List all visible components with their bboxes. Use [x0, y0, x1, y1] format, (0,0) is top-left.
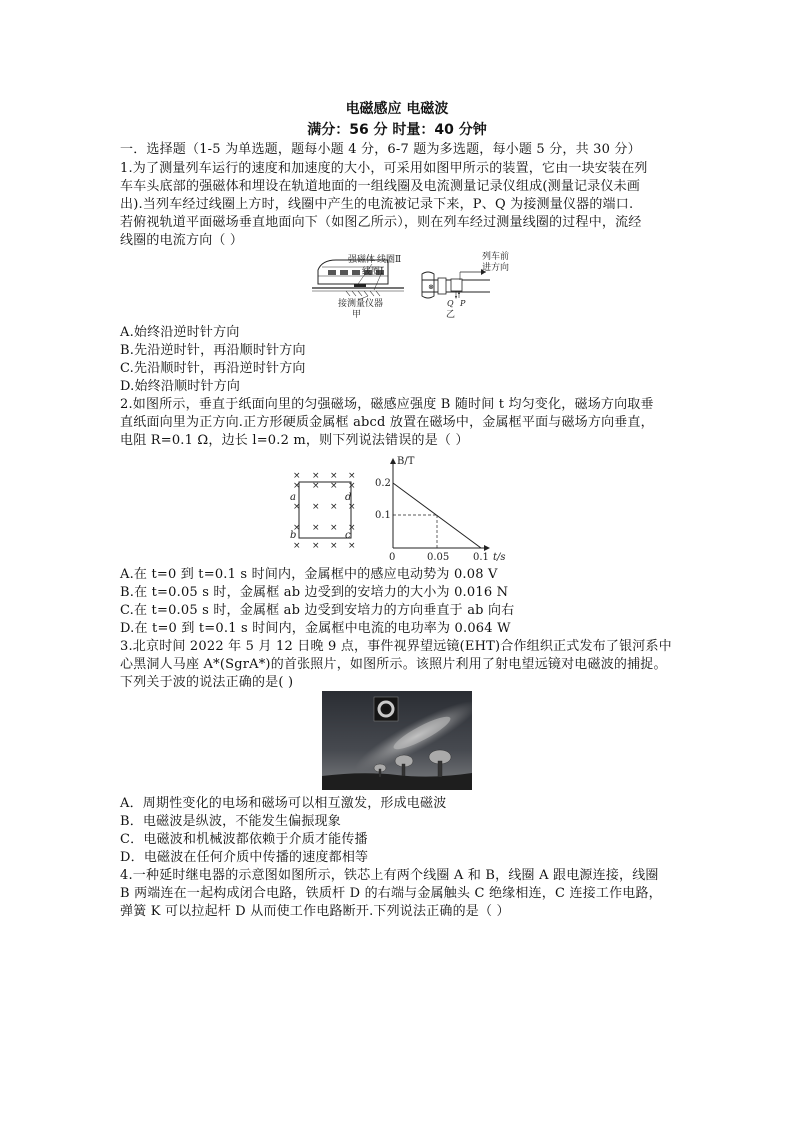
q2-line: 直纸面向里为正方向.正方形硬质金属框 abcd 放置在磁场中，金属框平面与磁场方向垂直， — [120, 415, 654, 430]
field-cross-mark: × — [348, 481, 356, 491]
x-tick: 0.05 — [427, 552, 450, 562]
field-cross-mark: × — [293, 523, 301, 533]
b-t-graph — [375, 456, 506, 562]
field-cross-mark: × — [293, 541, 301, 551]
q1-line: 出).当列车经过线圈上方时，线圈中产生的电流被记录下来，P、Q 为接测量仪器的端口. — [120, 197, 634, 212]
label-magnet: 强磁体 — [348, 255, 376, 265]
field-cross-mark: × — [312, 471, 320, 481]
label-jia: 甲 — [352, 310, 362, 320]
q4-line: B 两端连在一起构成闭合电路，铁质杆 D 的右端与金属触头 C 绝缘相连，C 连接工作电路， — [120, 886, 662, 901]
label-direction: 进方向 — [482, 263, 510, 273]
q1-option-d: D.始终沿顺时针方向 — [120, 379, 241, 394]
q2-line: 电阻 R=0.1 Ω，边长 l=0.2 m，则下列说法错误的是（ ） — [120, 433, 469, 448]
q3-option-c: C．电磁波和机械波都依赖于介质才能传播 — [120, 832, 368, 847]
x-tick: 0 — [389, 552, 396, 562]
q3-option-d: D．电磁波在任何介质中传播的速度都相等 — [120, 850, 369, 865]
q2-option-a: A.在 t=0 到 t=0.1 s 时间内，金属框中的感应电动势为 0.08 V — [120, 567, 498, 582]
page-subtitle: 满分：56 分 时量：40 分钟 — [307, 122, 487, 138]
label-yi: 乙 — [446, 310, 456, 320]
q2-option-d: D.在 t=0 到 t=0.1 s 时间内，金属框中电流的电功率为 0.064 W — [120, 621, 511, 636]
x-axis-label: t/s — [493, 552, 506, 562]
q3-line: 3.北京时间 2022 年 5 月 12 日晚 9 点，事件视界望远镜(EHT)合作组织正式发布了银河系中 — [120, 639, 672, 654]
label-coil1: 线圈Ⅰ — [362, 267, 384, 277]
field-cross-mark: × — [330, 481, 338, 491]
q1-line: 若俯视轨道平面磁场垂直地面向下（如图乙所示），则在列车经过测量线圈的过程中，流经 — [120, 215, 642, 230]
corner-a: a — [290, 492, 296, 503]
label-front: 列车前 — [482, 252, 510, 262]
q2-line: 2.如图所示，垂直于纸面向里的匀强磁场，磁感应强度 B 随时间 t 均匀变化，磁场方向取垂 — [120, 397, 654, 412]
q1-line: 1.为了测量列车运行的速度和加速度的大小，可采用如图甲所示的装置，它由一块安装在列 — [120, 161, 648, 176]
q3-option-b: B．电磁波是纵波，不能发生偏振现象 — [120, 814, 341, 829]
q2-figure — [283, 452, 523, 562]
label-Q: Q — [447, 299, 454, 308]
q1-option-c: C.先沿顺时针，再沿逆时针方向 — [120, 361, 306, 376]
corner-b: b — [290, 530, 297, 541]
field-cross-mark: × — [348, 523, 356, 533]
y-axis-label: B/T — [397, 456, 415, 467]
q2-option-b: B.在 t=0.05 s 时，金属框 ab 边受到的安培力的大小为 0.016 N — [120, 585, 509, 600]
train-diagram — [312, 253, 404, 320]
y-tick: 0.1 — [375, 510, 391, 521]
top-view-diagram — [422, 250, 509, 320]
field-cross-mark: × — [293, 481, 301, 491]
field-cross-mark: × — [312, 481, 320, 491]
q1-line: 车车头底部的强磁体和埋设在轨道地面的一组线圈及电流测量记录仪组成(测量记录仪未画 — [120, 179, 641, 194]
label-coil2: 线圈Ⅱ — [377, 255, 402, 265]
y-tick: 0.2 — [375, 478, 391, 489]
label-P: P — [460, 299, 466, 308]
q4-line: 弹簧 K 可以拉起杆 D 从而使工作电路断开.下列说法正确的是（ ） — [120, 904, 510, 919]
q2-option-c: C.在 t=0.05 s 时，金属框 ab 边受到安培力的方向垂直于 ab 向右 — [120, 603, 515, 618]
corner-c: c — [345, 530, 351, 541]
field-cross-mark: × — [330, 541, 338, 551]
milky-way-photo — [322, 691, 472, 790]
q3-option-a: A．周期性变化的电场和磁场可以相互激发，形成电磁波 — [120, 796, 447, 811]
field-cross-mark: × — [293, 471, 301, 481]
field-cross-mark: × — [348, 502, 356, 512]
field-cross-mark: × — [348, 541, 356, 551]
field-cross-mark: × — [330, 523, 338, 533]
page-title: 电磁感应 电磁波 — [345, 101, 449, 117]
x-tick: 0.1 — [473, 552, 489, 562]
q3-line: 下列关于波的说法正确的是( ) — [120, 675, 294, 690]
field-cross-mark: × — [330, 502, 338, 512]
label-instrument: 接测量仪器 — [338, 299, 384, 309]
q1-option-a: A.始终沿逆时针方向 — [120, 325, 240, 340]
field-cross-mark: × — [312, 541, 320, 551]
metal-frame — [299, 482, 351, 538]
field-cross-mark: × — [312, 502, 320, 512]
q3-line: 心黑洞人马座 A*(SgrA*)的首张照片，如图所示。该照片利用了射电望远镜对电磁波的捕捉。 — [120, 657, 667, 672]
q4-line: 4.一种延时继电器的示意图如图所示，铁芯上有两个线圈 A 和 B，线圈 A 跟电源连接，线圈 — [120, 868, 659, 883]
field-cross-mark: × — [312, 523, 320, 533]
field-cross-mark: × — [293, 502, 301, 512]
field-cross-mark: × — [348, 471, 356, 481]
section-heading: 一．选择题（1-5 为单选题，题每小题 4 分，6-7 题为多选题，每小题 5 分，共 30 分） — [120, 142, 641, 157]
q1-line: 线圈的电流方向（ ） — [120, 233, 244, 248]
q1-option-b: B.先沿逆时针，再沿顺时针方向 — [120, 343, 306, 358]
field-cross-mark: × — [330, 471, 338, 481]
corner-d: d — [345, 492, 352, 503]
q1-figure — [310, 250, 520, 322]
field-symbol: ⊗ — [428, 283, 434, 291]
